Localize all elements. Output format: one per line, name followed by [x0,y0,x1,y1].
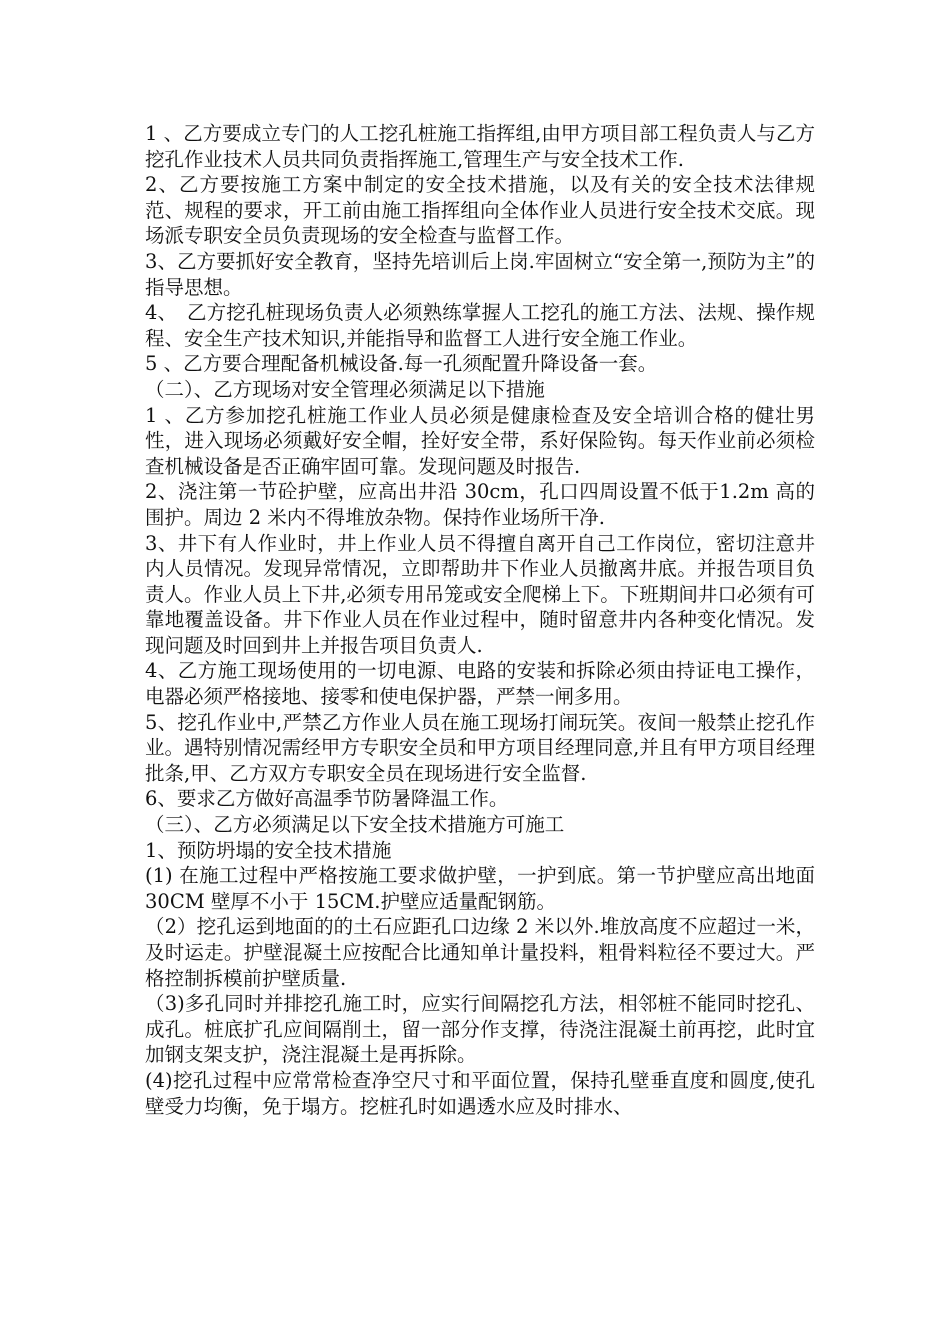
paragraph-3: 3、乙方要抓好安全教育，坚持先培训后上岗.牢固树立“安全第一,预防为主”的指导思想。 [145,249,815,299]
paragraph-2: 2、乙方要按施工方案中制定的安全技术措施，以及有关的安全技术法律规范、规程的要求，开工前由施工指挥组向全体作业人员进行安全技术交底。现场派专职安全员负责现场的安全检查与监督工作。 [145,173,815,248]
paragraph-9: 4、乙方施工现场使用的一切电源、电路的安装和拆除必须由持证电工操作，电器必须严格接地、接零和使电保护器，严禁一闸多用。 [145,659,815,709]
section-heading-2: （二）、乙方现场对安全管理必须满足以下措施 [145,377,545,401]
paragraph-11: 6、要求乙方做好高温季节防暑降温工作。 [145,787,509,811]
paragraph-15: (4)挖孔过程中应常常检查净空尺寸和平面位置，保持孔壁垂直度和圆度,使孔壁受力均衡，免于塌方。挖桩孔时如遇透水应及时排水、 [145,1068,815,1118]
paragraph-5: 5 、乙方要合理配备机械设备.每一孔须配置升降设备一套。 [145,352,658,376]
paragraph-1: 1 、乙方要成立专门的人工挖孔桩施工指挥组,由甲方项目部工程负责人与乙方挖孔作业技术人员共同负责指挥施工,管理生产与安全技术工作. [145,122,815,171]
section-heading-3: （三）、乙方必须满足以下安全技术措施方可施工 [145,813,565,837]
paragraph-14: （3)多孔同时并排挖孔施工时，应实行间隔挖孔方法，相邻桩不能同时挖孔、成孔。桩底扩孔应间隔削土，留一部分作支撑，待浇注混凝土前再挖，此时宜加钢支架支护，浇注混凝土是再拆除。 [145,992,815,1067]
paragraph-13: （2）挖孔运到地面的的土石应距孔口边缘 2 米以外.堆放高度不应超过一米，及时运走。护壁混凝土应按配合比通知单计量投料，粗骨料粒径不要过大。严格控制拆模前护壁质量. [145,915,815,990]
paragraph-7: 2、浇注第一节砼护壁，应高出井沿 30cm，孔口四周设置不低于1.2m 高的围护。周边 2 米内不得堆放杂物。保持作业场所干净. [145,480,815,529]
paragraph-4: 4、 乙方挖孔桩现场负责人必须熟练掌握人工挖孔的施工方法、法规、操作规程、安全生产技术知识,并能指导和监督工人进行安全施工作业。 [145,301,815,350]
paragraph-12: (1) 在施工过程中严格按施工要求做护壁，一护到底。第一节护壁应高出地面 30CM 壁厚不小于 15CM.护壁应适量配钢筋。 [145,864,815,913]
paragraph-10: 5、挖孔作业中,严禁乙方作业人员在施工现场打闹玩笑。夜间一般禁止挖孔作业。遇特别情况需经甲方专职安全员和甲方项目经理同意,并且有甲方项目经理批条,甲、乙方双方专职安全员在现场进行安全监督. [145,710,815,785]
document-body [145,121,815,1119]
paragraph-6: 1 、乙方参加挖孔桩施工作业人员必须是健康检查及安全培训合格的健壮男性，进入现场必须戴好安全帽，拴好安全带，系好保险钩。每天作业前必须检查机械设备是否正确牢固可靠。发现问题及时报告. [145,403,815,478]
subsection-heading: 1、预防坍塌的安全技术措施 [145,838,392,862]
paragraph-8: 3、井下有人作业时，井上作业人员不得擅自离开自己工作岗位，密切注意井内人员情况。发现异常情况，立即帮助井下作业人员撤离井底。并报告项目负责人。作业人员上下井,必须专用吊笼或安全爬梯上下。下班期间井口必须有可靠地覆盖设备。井下作业人员在作业过程中，随时留意井内各种变化情况。发现问题及时回到井上并报告项目负责人. [145,531,815,657]
